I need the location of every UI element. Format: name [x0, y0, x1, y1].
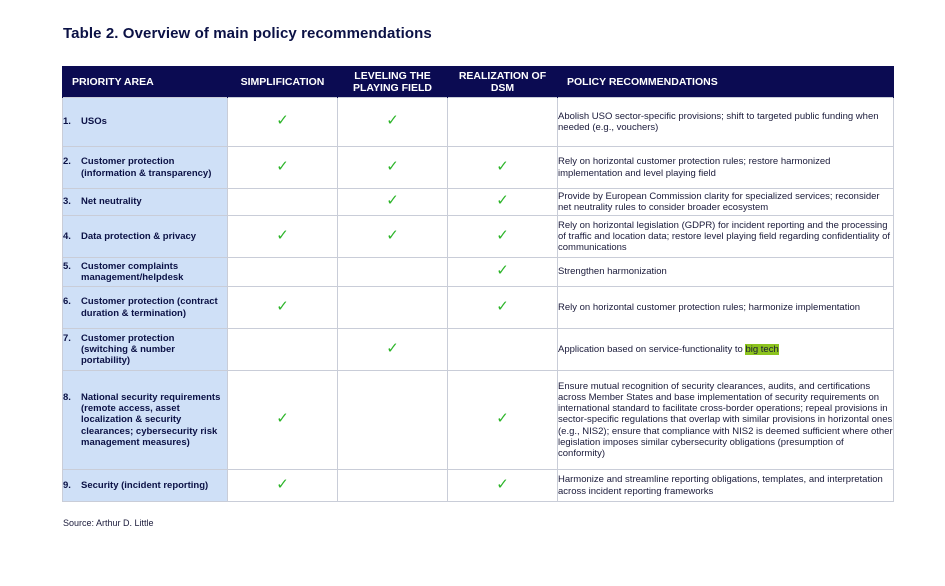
header-realization: REALIZATION OF DSM	[448, 66, 558, 98]
table-row	[63, 287, 894, 329]
row-number: 4.	[63, 230, 71, 242]
policy-recommendation-cell	[558, 329, 894, 371]
header-priority-area: PRIORITY AREA	[63, 66, 228, 98]
priority-area-label: Data protection & privacy	[81, 230, 197, 242]
row-number: 1.	[63, 116, 71, 128]
table-row	[63, 470, 894, 502]
table-row	[63, 329, 894, 371]
realization-cell	[448, 329, 558, 371]
policy-recommendation-text: Strengthen harmonization	[558, 266, 667, 278]
priority-area-cell	[63, 287, 228, 329]
policy-recommendation-cell	[558, 287, 894, 329]
table-row	[63, 258, 894, 287]
priority-area-cell	[63, 258, 228, 287]
priority-area-label: Customer complaints management/helpdesk	[81, 260, 184, 283]
simplification-cell	[228, 371, 338, 470]
realization-cell	[448, 258, 558, 287]
table-row	[63, 147, 894, 189]
policy-recommendation-cell	[558, 371, 894, 470]
checkmark-icon: ✓	[276, 111, 289, 130]
checkmark-icon: ✓	[386, 156, 399, 175]
checkmark-icon: ✓	[496, 156, 509, 175]
priority-area-label: Customer protection (contract duration & termination)	[81, 296, 218, 319]
leveling-cell	[338, 258, 448, 287]
header-policy-recommendations: POLICY RECOMMENDATIONS	[558, 66, 894, 98]
policy-table	[62, 66, 894, 502]
simplification-cell	[228, 216, 338, 258]
priority-area-label: National security requirements (remote access, asset localization & security clearances; cybersecurity risk management measures)	[81, 391, 221, 448]
checkmark-icon: ✓	[496, 409, 509, 428]
checkmark-icon: ✓	[276, 409, 289, 428]
checkmark-icon: ✓	[276, 225, 289, 244]
priority-area-label: Net neutrality	[81, 196, 142, 208]
policy-recommendation-text: Abolish USO sector-specific provisions; shift to targeted public funding when needed (e.g., vouchers)	[558, 110, 879, 133]
simplification-cell	[228, 329, 338, 371]
checkmark-icon: ✓	[496, 261, 509, 280]
priority-area-label: Security (incident reporting)	[81, 479, 209, 491]
leveling-cell	[338, 189, 448, 216]
simplification-cell	[228, 470, 338, 502]
checkmark-icon: ✓	[386, 191, 399, 210]
checkmark-icon: ✓	[276, 474, 289, 493]
checkmark-icon: ✓	[496, 225, 509, 244]
priority-area-label: Customer protection (information & transparency)	[81, 156, 212, 179]
table-title: Table 2. Overview of main policy recommendations	[63, 25, 432, 42]
leveling-cell	[338, 287, 448, 329]
checkmark-icon: ✓	[386, 111, 399, 130]
row-number: 8.	[63, 391, 71, 403]
policy-recommendation-cell	[558, 147, 894, 189]
checkmark-icon: ✓	[276, 296, 289, 315]
policy-recommendation-text: Rely on horizontal customer protection rules; harmonize implementation	[558, 301, 861, 313]
priority-area-cell	[63, 216, 228, 258]
simplification-cell	[228, 287, 338, 329]
policy-recommendation-cell	[558, 258, 894, 287]
policy-recommendation-cell	[558, 189, 894, 216]
leveling-cell	[338, 371, 448, 470]
row-number: 2.	[63, 156, 71, 168]
checkmark-icon: ✓	[496, 191, 509, 210]
priority-area-label: Customer protection (switching & number portability)	[81, 332, 175, 367]
simplification-cell	[228, 98, 338, 147]
policy-recommendation-text: Application based on service-functionality to	[558, 343, 746, 355]
realization-cell	[448, 147, 558, 189]
source-note: Source: Arthur D. Little	[63, 518, 154, 528]
policy-recommendation-cell	[558, 216, 894, 258]
realization-cell	[448, 98, 558, 147]
policy-recommendation-text: Harmonize and streamline reporting obligations, templates, and interpretation across incident reporting frameworks	[558, 474, 883, 497]
highlighted-text: big tech	[745, 343, 779, 355]
priority-area-cell	[63, 147, 228, 189]
table-row	[63, 98, 894, 147]
policy-recommendation-cell	[558, 470, 894, 502]
checkmark-icon: ✓	[386, 225, 399, 244]
header-leveling: LEVELING THE PLAYING FIELD	[338, 66, 448, 98]
checkmark-icon: ✓	[496, 296, 509, 315]
leveling-cell	[338, 329, 448, 371]
checkmark-icon: ✓	[386, 338, 399, 357]
row-number: 6.	[63, 296, 71, 308]
leveling-cell	[338, 98, 448, 147]
header-simplification: SIMPLIFICATION	[228, 66, 338, 98]
row-number: 3.	[63, 196, 71, 208]
row-number: 7.	[63, 332, 71, 344]
priority-area-label: USOs	[81, 116, 107, 128]
simplification-cell	[228, 147, 338, 189]
realization-cell	[448, 470, 558, 502]
header-row	[63, 66, 894, 98]
realization-cell	[448, 287, 558, 329]
realization-cell	[448, 189, 558, 216]
realization-cell	[448, 371, 558, 470]
priority-area-cell	[63, 98, 228, 147]
simplification-cell	[228, 258, 338, 287]
row-number: 5.	[63, 260, 71, 272]
table-row	[63, 216, 894, 258]
policy-recommendation-text: Ensure mutual recognition of security clearances, audits, and certifications across Member States and base implementation of security requirements on international standard to facilitate cross-border operations; repeal provisions in sector-specific regulations that overlap with similar provisions in horizontal ones (e.g., NIS2); ensure that compliance with NIS2 is deemed sufficient where other legislation imposes similar cybersecurity obligations (presumption of conformity)	[558, 380, 893, 459]
row-number: 9.	[63, 479, 71, 491]
leveling-cell	[338, 470, 448, 502]
priority-area-cell	[63, 470, 228, 502]
table-row	[63, 371, 894, 470]
checkmark-icon: ✓	[276, 156, 289, 175]
table-row	[63, 189, 894, 216]
priority-area-cell	[63, 329, 228, 371]
policy-recommendation-text: Rely on horizontal customer protection rules; restore harmonized implementation and level playing field	[558, 156, 831, 179]
checkmark-icon: ✓	[496, 474, 509, 493]
policy-recommendation-text: Provide by European Commission clarity for specialized services; reconsider net neutrality rules to consider broader ecosystem	[558, 190, 880, 213]
priority-area-cell	[63, 189, 228, 216]
policy-recommendation-text: Rely on horizontal legislation (GDPR) for incident reporting and the processing of traffic and location data; restore level playing field regarding confidentiality of communications	[558, 219, 890, 254]
simplification-cell	[228, 189, 338, 216]
leveling-cell	[338, 147, 448, 189]
policy-recommendation-cell	[558, 98, 894, 147]
priority-area-cell	[63, 371, 228, 470]
realization-cell	[448, 216, 558, 258]
leveling-cell	[338, 216, 448, 258]
